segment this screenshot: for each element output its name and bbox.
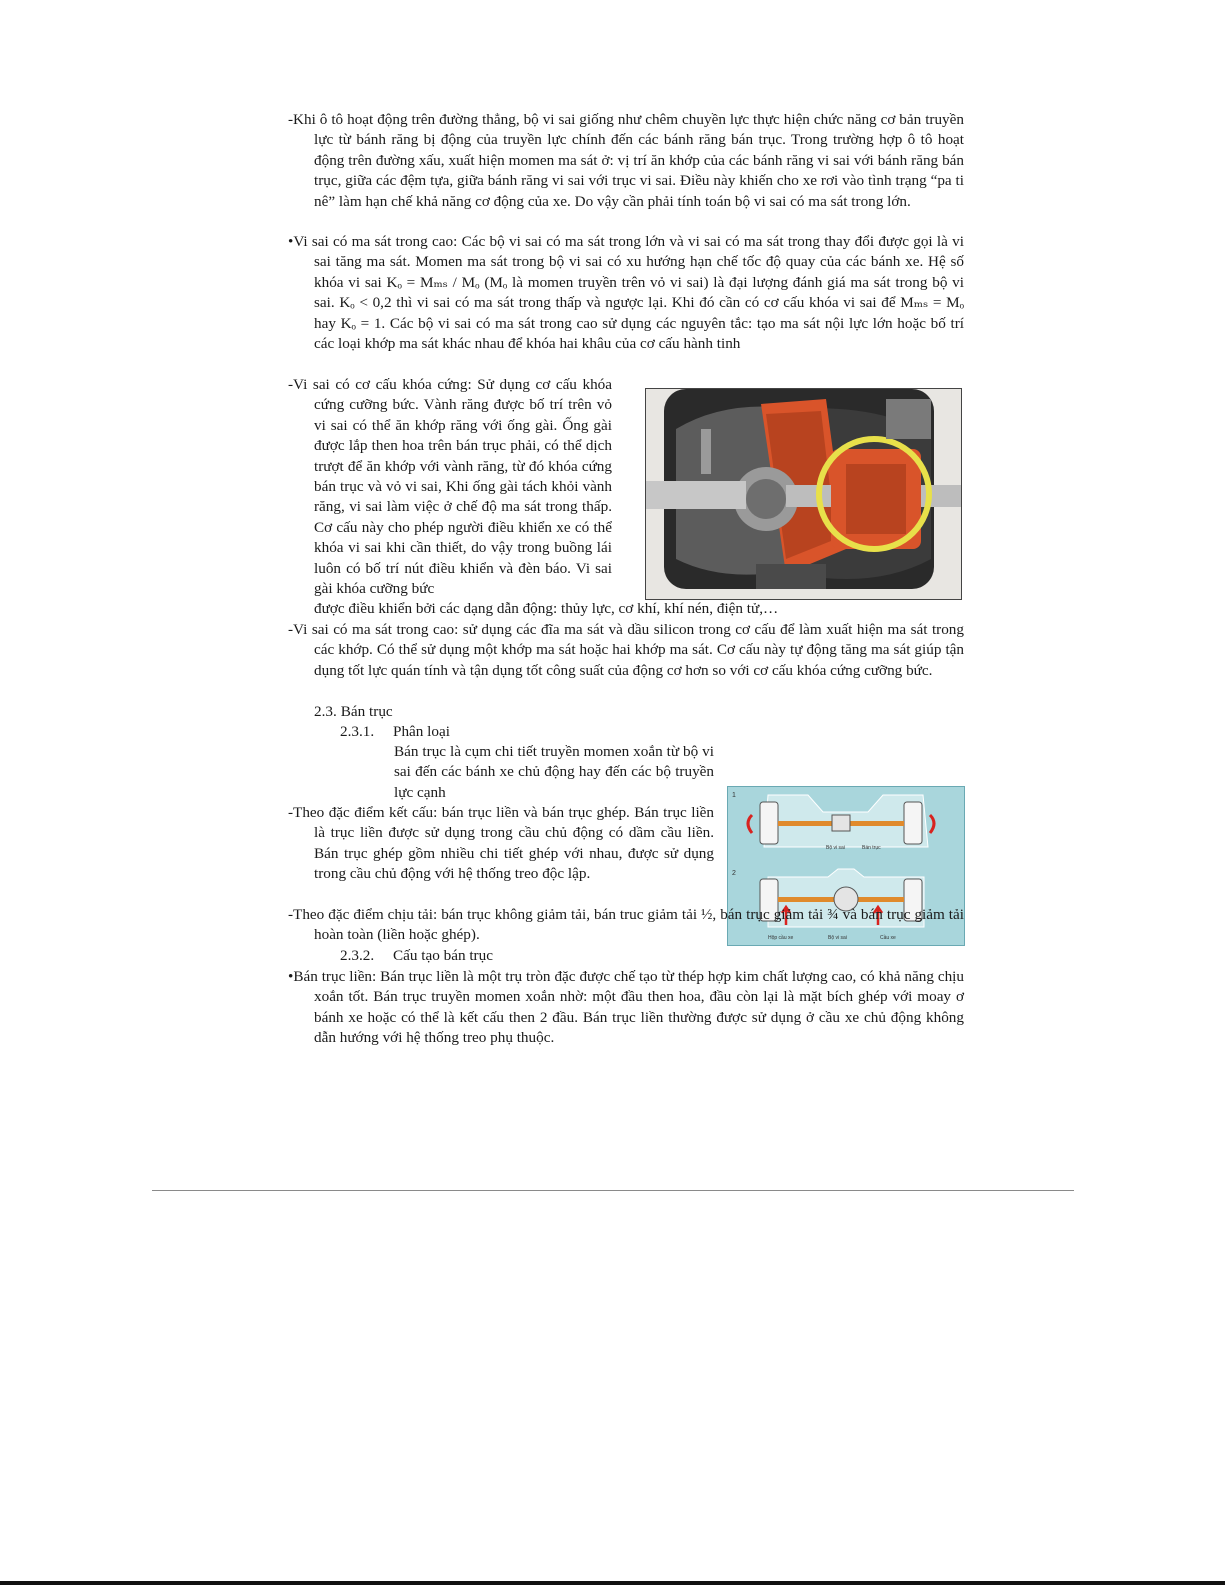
section-number: 2.3.2. bbox=[340, 947, 375, 964]
paragraph-hard-lock-drive: được điều khiển bởi các dạng dẫn động: thủy lực, cơ khí, khí nén, điện tử,… bbox=[314, 600, 779, 617]
paragraph-by-load: -Theo đặc điểm chịu tải: bán trục không giảm tải, bán truc giảm tải ½, bán trục giảm tải ¾ và bán trục giảm tải hoàn toàn (liền hoặc ghép). bbox=[288, 906, 964, 944]
section-heading-2-3-1 bbox=[340, 722, 450, 742]
caption-diff: Bộ vi sai bbox=[826, 845, 845, 851]
page-divider bbox=[152, 1190, 1074, 1191]
paragraph-hard-lock-diff: -Vi sai có cơ cấu khóa cứng: Sử dụng cơ cấu khóa cứng cưỡng bức. Vành răng được bố trí trên vỏ vi sai có thể ăn khớp răng với ống gài. Ống gài được lắp then hoa trên bán trục phải, có thể dịch trượt để ăn khớp với vành răng, từ đó khóa cứng bán trục và vỏ vi sai, Khi ống gài tách khỏi vành răng, vi sai làm việc ở chế độ ma sát trong thấp. Cơ cấu này cho phép người điều khiển xe có thể khóa vi sai khi cần thiết, do vậy trong buồng lái luôn có bố trí nút điều khiển và đèn báo. Vi sai gài khóa cưỡng bức bbox=[288, 376, 612, 598]
section-title: Cấu tạo bán trục bbox=[393, 947, 493, 964]
section-number: 2.3. bbox=[314, 703, 337, 720]
paragraph-axle-definition: Bán trục là cụm chi tiết truyền momen xoắn từ bộ vi sai đến các bánh xe chủ động hay đến các bộ truyền lực cạnh bbox=[394, 743, 714, 801]
figure-label-1: 1 bbox=[732, 792, 736, 799]
caption-diff-2: Bộ vi sai bbox=[828, 935, 847, 941]
section-number: 2.3.1. bbox=[340, 723, 375, 740]
section-heading-2-3 bbox=[314, 702, 393, 722]
paragraph-by-structure: -Theo đặc điểm kết cấu: bán trục liền và bán trục ghép. Bán trục liền là trục liền được sử dụng trong cầu chủ động có dầm cầu liền. Bán trục ghép gồm nhiều chi tiết ghép với nhau, được sử dụng trong cầu chủ động với hệ thống treo độc lập. bbox=[288, 804, 714, 883]
section-heading-2-3-2 bbox=[340, 946, 493, 966]
differential-cutaway-illustration bbox=[646, 389, 961, 599]
section-title: Bán trục bbox=[340, 703, 393, 720]
figure-label-2: 2 bbox=[732, 870, 736, 877]
page-bottom-edge bbox=[0, 1581, 1225, 1585]
paragraph-diff-straight-road: -Khi ô tô hoạt động trên đường thẳng, bộ vi sai giống như chêm chuyền lực thực hiện chức năng cơ bản truyền lực từ bánh răng bị động của truyền lực chính đến các bánh răng bán trục. Trong trường hợp ô tô hoạt động trên đường xấu, xuất hiện momen ma sát ở: vị trí ăn khớp của các bánh răng vi sai với bánh răng bán trục, giữa các đệm tựa, giữa bánh răng vi sai với trục vi sai. Điều này khiến cho xe rơi vào tình trạng “pa ti nê” làm hạn chế khả năng cơ động của xe. Do vậy cần phải tính toán bộ vi sai có ma sát trong lớn. bbox=[288, 111, 964, 210]
caption-half-shaft: Bán trục bbox=[862, 845, 881, 851]
caption-axle: Cầu xe bbox=[880, 935, 896, 941]
paragraph-high-friction-diff: •Vi sai có ma sát trong cao: Các bộ vi sai có ma sát trong lớn và vi sai có ma sát trong thay đổi được gọi là vi sai tăng ma sát. Momen ma sát trong bộ vi sai có xu hướng hạn chế tốc độ quay của các bánh xe. Hệ số khóa vi sai Kₒ = Mₘₛ / Mₒ (Mₒ là momen truyền trên vỏ vi sai) là đại lượng đánh giá ma sát trong bộ vi sai. Kₒ < 0,2 thì vi sai có ma sát trong thấp và ngược lại. Khi đó cần có cơ cấu khóa vi sai để Mₘₛ = Mₒ hay Kₒ = 1. Các bộ vi sai có ma sát trong cao sử dụng các nguyên tắc: tạo ma sát nội lực lớn hoặc bố trí các loại khớp ma sát khác nhau để khóa hai khâu của cơ cấu hành tinh bbox=[288, 233, 964, 353]
differential-cutaway-figure bbox=[645, 388, 962, 600]
section-title: Phân loại bbox=[393, 723, 450, 740]
paragraph-solid-axle: •Bán trục liền: Bán trục liền là một trụ tròn đặc được chế tạo từ thép hợp kim chất lượng cao, có khả năng chịu xoắn tốt. Bán trục truyền momen xoắn nhờ: một đầu then hoa, đầu còn lại là mặt bích ghép với moay ơ bánh xe hoặc có thể là kết cấu then 2 đầu. Bán trục liền thường được sử dụng ở cầu xe chủ động không dẫn hướng với hệ thống treo phụ thuộc. bbox=[288, 968, 964, 1047]
paragraph-silicone-diff: -Vi sai có ma sát trong cao: sử dụng các đĩa ma sát và dầu silicon trong cơ cấu để làm xuất hiện ma sát trong các khớp. Có thể sử dụng một khớp ma sát hoặc hai khớp ma sát. Cơ cấu này tự động tăng ma sát giúp tận dụng tốt lực quán tính và tận dụng tốt công suất của động cơ hơn so với cơ cấu khóa cứng cưỡng bức. bbox=[288, 621, 964, 679]
caption-axle-housing: Hộp cầu xe bbox=[768, 935, 794, 941]
